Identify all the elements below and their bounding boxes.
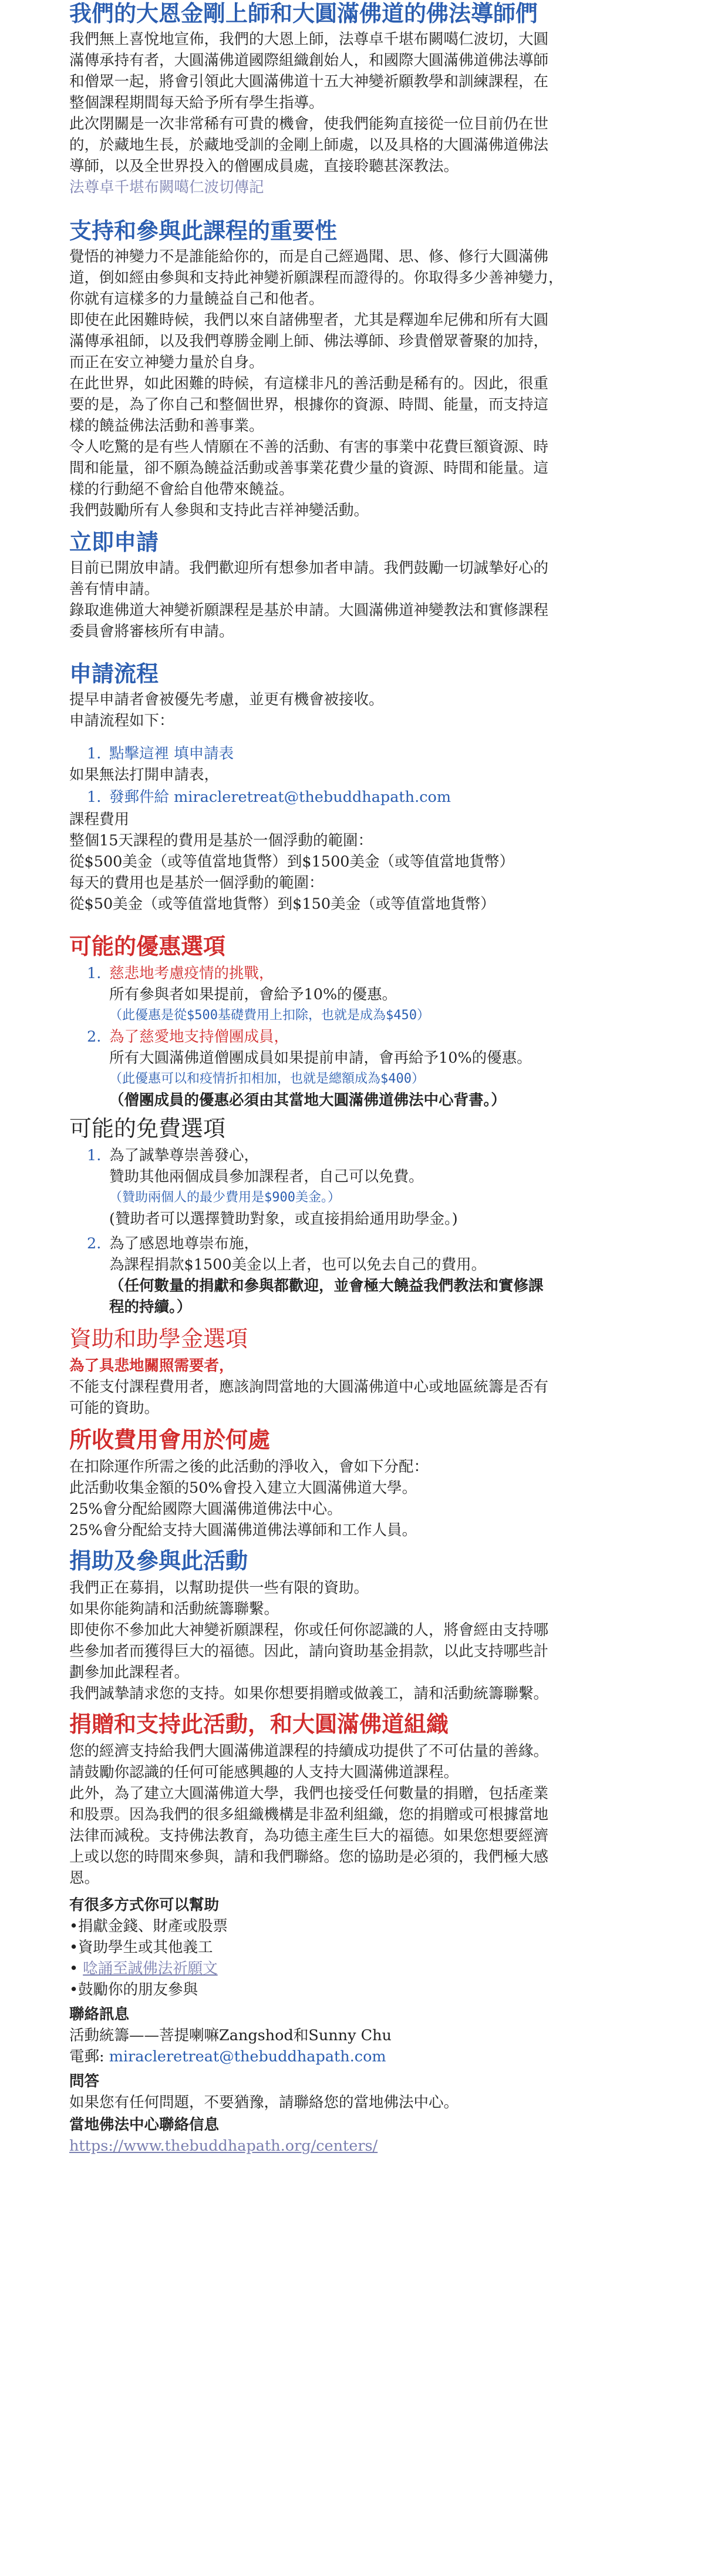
paragraph-line: 提早申請者會被優先考慮，並更有機會被接收。 <box>69 691 384 708</box>
free-2-title <box>87 1234 259 1254</box>
paragraph-line: 善有情申請。 <box>69 580 160 598</box>
help-bullet: •捐獻金錢、財產或股票 <box>69 1917 228 1935</box>
paragraph-line: 而正在安立神變力量於自身。 <box>69 354 264 371</box>
fee-line: 從$50美金（或等值當地貨幣）到$150美金（或等值當地貨幣） <box>69 895 496 913</box>
email-link[interactable]: miracleretreat@thebuddhapath.com <box>174 788 451 806</box>
section-title-application-process: 申請流程 <box>69 660 159 687</box>
application-form-link[interactable]: 點擊這裡 填申請表 <box>109 745 234 763</box>
paragraph-line: 此活動收集金額的50%會投入建立大圓滿佛道大學。 <box>69 1479 417 1497</box>
paragraph-line: 委員會將審核所有申請。 <box>69 623 234 640</box>
section-title-importance: 支持和參與此課程的重要性 <box>69 217 338 244</box>
section-title-scholarships: 資助和助學金選項 <box>69 1326 248 1352</box>
paragraph-line: 此次閉關是一次非常稀有可貴的機會，使我們能夠直接從一位目前仍在世 <box>69 115 549 133</box>
section-title-fee-usage: 所收費用會用於何處 <box>69 1426 271 1453</box>
paragraph-line: 的，於藏地生長，於藏地受訓的金剛上師處，以及具格的大圓滿佛道佛法 <box>69 136 549 154</box>
paragraph-line: 整個課程期間每天給予所有學生指導。 <box>69 94 324 112</box>
paragraph-line: 滿傳承祖師，以及我們尊勝金剛上師、佛法導師、珍貴僧眾薈聚的加持， <box>69 333 549 350</box>
coordinator-line: 活動統籌——菩提喇嘛Zangshod和Sunny Chu <box>69 2027 392 2044</box>
discount-1-title <box>87 963 274 983</box>
biography-link[interactable]: 法尊卓千堪布闕噶仁波切傳記 <box>69 179 264 196</box>
paragraph-line: 間和能量，卻不願為饒益活動或善事業花費少量的資源、時間和能量。這 <box>69 459 549 477</box>
paragraph-line: 錄取進佛道大神變祈願課程是基於申請。大圓滿佛道神變教法和實修課程 <box>69 602 549 619</box>
discount-title: 為了慈愛地支持僧團成員， <box>109 1028 289 1046</box>
paragraph-line: 樣的行動絕不會給自他帶來饒益。 <box>69 481 294 498</box>
free-1-title <box>87 1146 259 1166</box>
paragraph-line: 25%會分配給支持大圓滿佛道佛法導師和工作人員。 <box>69 1522 417 1539</box>
paragraph-line: 即使你不參加此大神變祈願課程，你或任何你認識的人，將會經由支持哪 <box>69 1621 549 1639</box>
contact-title: 聯絡訊息 <box>69 2006 130 2023</box>
paragraph-line: 恩。 <box>69 1869 100 1887</box>
section-title-donate-participate: 捐助及參與此活動 <box>69 1547 248 1574</box>
paragraph-line: 滿傳承持有者，大圓滿佛道國際組織創始人，和國際大圓滿佛道佛法導師 <box>69 52 549 69</box>
discount-bold-note: （僧團成員的優惠必須由其當地大圓滿佛道佛法中心背書。） <box>109 1091 506 1109</box>
paragraph-line: 樣的饒益佛法活動和善事業。 <box>69 417 264 435</box>
paragraph-line: 我們誠摯請求您的支持。如果你想要捐贈或做義工，請和活動統籌聯繫。 <box>69 1685 549 1702</box>
centers-url-link[interactable]: https://www.thebuddhapath.org/centers/ <box>69 2137 378 2155</box>
item-number: 2. <box>87 1028 102 1046</box>
fee-line: 課程費用 <box>69 811 130 828</box>
email-label: 電郵: <box>69 2048 109 2065</box>
paragraph-line: 道，倒如經由參與和支持此神變祈願課程而證得的。你取得多少善神變力， <box>69 269 564 287</box>
faq-line: 如果您有任何問題，不要猶豫，請聯絡您的當地佛法中心。 <box>69 2094 459 2111</box>
free-extra: (贊助者可以選擇贊助對象，或直接捐給通用助學金。) <box>109 1210 458 1228</box>
free-line: 贊助其他兩個成員參加課程者，自己可以免費。 <box>109 1168 424 1185</box>
paragraph-line: 我們鼓勵所有人參與和支持此吉祥神變活動。 <box>69 502 369 519</box>
item-number: 1. <box>87 1147 102 1164</box>
item-number: 1. <box>87 965 102 982</box>
paragraph-line: 導師，以及全世界投入的僧團成員處，直接聆聽甚深教法。 <box>69 157 459 175</box>
section-title-teachers: 我們的大恩金剛上師和大圓滿佛道的佛法導師們 <box>69 0 538 26</box>
paragraph-line: 和僧眾一起，將會引領此大圓滿佛道十五大神變祈願教學和訓練課程，在 <box>69 73 549 90</box>
bullet-dot: • <box>69 1960 83 1977</box>
paragraph-line: 在扣除運作所需之後的此活動的淨收入，會如下分配： <box>69 1458 429 1476</box>
centers-title: 當地佛法中心聯絡信息 <box>69 2116 220 2134</box>
step-number: 1. <box>87 745 102 763</box>
paragraph-line: 你就有這樣多的力量饒益自己和他者。 <box>69 290 324 308</box>
free-title: 為了感恩地尊崇布施， <box>109 1235 259 1252</box>
paragraph-line: 您的經濟支持給我們大圓滿佛道課程的持續成功提供了不可估量的善緣。 <box>69 1742 549 1760</box>
paragraph-line: 目前已開放申請。我們歡迎所有想參加者申請。我們鼓勵一切誠摯好心的 <box>69 559 549 577</box>
step-2-item <box>87 787 451 807</box>
fee-line: 整個15天課程的費用是基於一個浮動的範圍： <box>69 832 373 849</box>
item-number: 2. <box>87 1235 102 1252</box>
free-line: 為課程捐款$1500美金以上者，也可以免去自己的費用。 <box>109 1256 487 1274</box>
paragraph-line: 上或以您的時間來參與，請和我們聯絡。您的協助是必須的，我們極大感 <box>69 1848 549 1866</box>
free-note: （贊助兩個人的最少費用是$900美金。） <box>109 1190 341 1205</box>
email-prefix: 發郵件給 <box>109 788 174 806</box>
email-line <box>69 2047 386 2067</box>
fee-line: 從$500美金（或等值當地貨幣）到$1500美金（或等值當地貨幣） <box>69 853 515 871</box>
discount-note: （此優惠可以和疫情折扣相加，也就是總額成為$400） <box>109 1072 424 1086</box>
faq-title: 問答 <box>69 2073 100 2090</box>
paragraph-line: 申請流程如下： <box>69 712 174 730</box>
help-bullet-with-link <box>69 1959 218 1979</box>
paragraph-line: 令人吃驚的是有些人情願在不善的活動、有害的事業中花費巨額資源、時 <box>69 438 549 456</box>
section-title-free-options: 可能的免費選項 <box>69 1116 226 1141</box>
paragraph-line: 如果你能夠請和活動統籌聯繫。 <box>69 1600 279 1618</box>
step-1-item <box>87 744 234 764</box>
discount-line: 所有大圓滿佛道僧團成員如果提前申請，會再給予10%的優惠。 <box>109 1049 532 1067</box>
ways-to-help-title: 有很多方式你可以幫助 <box>69 1896 220 1914</box>
paragraph-line: 我們正在募捐，以幫助提供一些有限的資助。 <box>69 1579 369 1597</box>
discount-2-title <box>87 1027 289 1047</box>
prayer-link[interactable]: 唸誦至誠佛法祈願文 <box>83 1960 218 1977</box>
section-title-apply-now: 立即申請 <box>69 529 159 555</box>
section-title-discounts: 可能的優惠選項 <box>69 933 226 959</box>
paragraph-line: 請鼓勵你認識的任何可能感興趣的人支持大圓滿佛道課程。 <box>69 1764 459 1781</box>
paragraph-line: 劃參加此課程者。 <box>69 1664 190 1681</box>
scholarship-subtitle: 為了具悲地關照需要者， <box>69 1357 234 1375</box>
paragraph-line: 法律而減稅。支持佛法教育，為功德主產生巨大的福德。如果您想要經濟 <box>69 1827 549 1845</box>
help-bullet: •鼓勵你的朋友參與 <box>69 1981 198 1999</box>
paragraph-line: 可能的資助。 <box>69 1399 160 1417</box>
section-title-support-organization: 捐贈和支持此活動，和大圓滿佛道組織 <box>69 1711 449 1737</box>
paragraph-line: 不能支付課程費用者，應該詢問當地的大圓滿佛道中心或地區統籌是否有 <box>69 1378 549 1396</box>
help-bullet: •資助學生或其他義工 <box>69 1939 213 1956</box>
free-title: 為了誠摯尊崇善發心， <box>109 1147 259 1164</box>
discount-line: 所有參與者如果提前，會給予10%的優惠。 <box>109 986 397 1003</box>
paragraph-line: 如果無法打開申請表， <box>69 766 220 784</box>
paragraph-line: 要的是，為了你自己和整個世界，根據你的資源、時間、能量，而支持這 <box>69 396 549 414</box>
free-bold-note: （任何數量的捐獻和參與都歡迎，並會極大饒益我們教法和實修課 <box>109 1277 544 1295</box>
contact-email-link[interactable]: miracleretreat@thebuddhapath.com <box>109 2048 386 2065</box>
paragraph-line: 25%會分配給國際大圓滿佛道佛法中心。 <box>69 1500 342 1518</box>
paragraph-line: 些參加者而獲得巨大的福德。因此，請向資助基金捐款，以此支持哪些計 <box>69 1643 549 1660</box>
fee-line: 每天的費用也是基於一個浮動的範圍： <box>69 874 324 892</box>
paragraph-line: 即使在此困難時候，我們以來自諸佛聖者，尤其是釋迦牟尼佛和所有大圓 <box>69 311 549 329</box>
free-bold-note: 程的持續。） <box>109 1298 192 1316</box>
discount-note: （此優惠是從$500基礎費用上扣除，也就是成為$450） <box>109 1008 430 1023</box>
paragraph-line: 覺悟的神變力不是誰能給你的，而是自己經過聞、思、修、修行大圓滿佛 <box>69 248 549 266</box>
paragraph-line: 在此世界，如此困難的時候，有這樣非凡的善活動是稀有的。因此，很重 <box>69 375 549 392</box>
step-number: 1. <box>87 788 102 806</box>
discount-title: 慈悲地考慮疫情的挑戰， <box>109 965 274 982</box>
paragraph-line: 此外，為了建立大圓滿佛道大學，我們也接受任何數量的捐贈，包括產業 <box>69 1785 549 1802</box>
paragraph-line: 我們無上喜悅地宣佈，我們的大恩上師，法尊卓千堪布闕噶仁波切，大圓 <box>69 31 549 48</box>
paragraph-line: 和股票。因為我們的很多組織機構是非盈利組織，您的捐贈或可根據當地 <box>69 1806 549 1823</box>
